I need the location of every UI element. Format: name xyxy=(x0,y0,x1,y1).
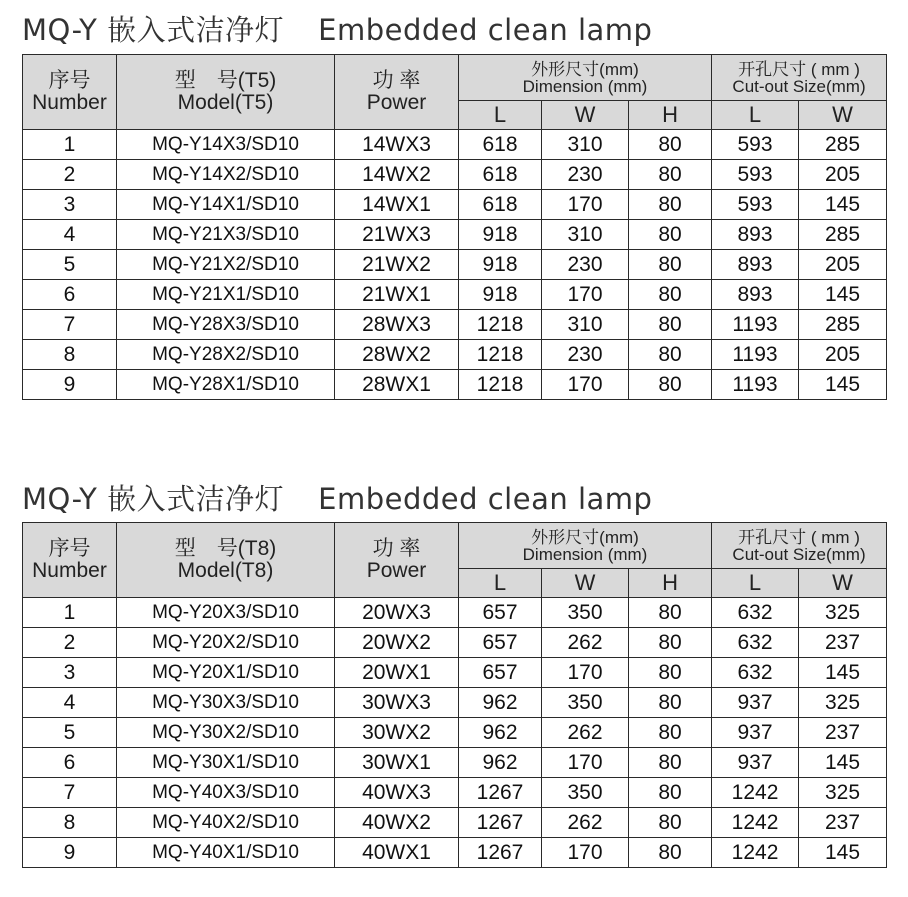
cell-dim-h: 80 xyxy=(629,628,712,658)
cell-dim-w: 310 xyxy=(542,220,629,250)
spec-table-t8 xyxy=(22,522,887,868)
cell-dim-w: 262 xyxy=(542,808,629,838)
section-title-t8 xyxy=(22,477,652,518)
cell-cut-w: 205 xyxy=(799,160,887,190)
cell-dim-h: 80 xyxy=(629,190,712,220)
cell-number: 5 xyxy=(23,250,117,280)
cell-power: 20WX3 xyxy=(335,598,459,628)
table-row xyxy=(23,130,887,160)
cell-power: 28WX2 xyxy=(335,340,459,370)
cell-dim-w: 262 xyxy=(542,718,629,748)
cell-model: MQ-Y20X1/SD10 xyxy=(117,658,335,688)
cell-model: MQ-Y28X1/SD10 xyxy=(117,370,335,400)
cell-power: 30WX3 xyxy=(335,688,459,718)
cell-model: MQ-Y14X3/SD10 xyxy=(117,130,335,160)
table-row xyxy=(23,598,887,628)
cell-dim-h: 80 xyxy=(629,688,712,718)
cell-model: MQ-Y30X1/SD10 xyxy=(117,748,335,778)
table-row xyxy=(23,190,887,220)
header-number: 序号 Number xyxy=(23,55,117,130)
cell-power: 40WX2 xyxy=(335,808,459,838)
cell-dim-l: 918 xyxy=(459,280,542,310)
table-row xyxy=(23,220,887,250)
cell-dim-h: 80 xyxy=(629,340,712,370)
cell-dim-l: 962 xyxy=(459,688,542,718)
cell-dim-w: 350 xyxy=(542,598,629,628)
cell-cut-w: 237 xyxy=(799,718,887,748)
cell-dim-h: 80 xyxy=(629,748,712,778)
cell-dim-l: 618 xyxy=(459,160,542,190)
table-row xyxy=(23,250,887,280)
header-dim-h: H xyxy=(629,569,712,598)
cell-dim-h: 80 xyxy=(629,370,712,400)
cell-power: 40WX1 xyxy=(335,838,459,868)
cell-power: 30WX2 xyxy=(335,718,459,748)
cell-dim-h: 80 xyxy=(629,658,712,688)
cell-cut-l: 893 xyxy=(712,280,799,310)
cell-cut-w: 325 xyxy=(799,778,887,808)
cell-cut-w: 145 xyxy=(799,838,887,868)
cell-dim-w: 310 xyxy=(542,310,629,340)
table-row xyxy=(23,370,887,400)
table-row xyxy=(23,838,887,868)
cell-number: 2 xyxy=(23,160,117,190)
table-row xyxy=(23,340,887,370)
cell-model: MQ-Y21X3/SD10 xyxy=(117,220,335,250)
cell-model: MQ-Y30X2/SD10 xyxy=(117,718,335,748)
cell-cut-w: 325 xyxy=(799,688,887,718)
cell-model: MQ-Y21X2/SD10 xyxy=(117,250,335,280)
cell-dim-l: 1267 xyxy=(459,808,542,838)
header-cutout: 开孔尺寸 ( mm ) Cut-out Size(mm) xyxy=(712,55,887,101)
cell-power: 21WX2 xyxy=(335,250,459,280)
cell-cut-w: 285 xyxy=(799,310,887,340)
cell-cut-l: 1242 xyxy=(712,838,799,868)
cell-dim-h: 80 xyxy=(629,250,712,280)
cell-dim-h: 80 xyxy=(629,160,712,190)
header-cut-w: W xyxy=(799,101,887,130)
cell-dim-l: 918 xyxy=(459,220,542,250)
cell-cut-l: 1242 xyxy=(712,808,799,838)
cell-dim-l: 657 xyxy=(459,598,542,628)
cell-dim-h: 80 xyxy=(629,310,712,340)
table-row xyxy=(23,658,887,688)
cell-cut-w: 145 xyxy=(799,370,887,400)
cell-cut-w: 285 xyxy=(799,130,887,160)
section-title-t5 xyxy=(22,8,652,49)
cell-dim-w: 310 xyxy=(542,130,629,160)
cell-cut-l: 1242 xyxy=(712,778,799,808)
cell-dim-w: 170 xyxy=(542,190,629,220)
header-cutout: 开孔尺寸 ( mm ) Cut-out Size(mm) xyxy=(712,523,887,569)
table-row xyxy=(23,280,887,310)
cell-cut-w: 237 xyxy=(799,628,887,658)
cell-power: 28WX3 xyxy=(335,310,459,340)
table-row xyxy=(23,778,887,808)
cell-number: 1 xyxy=(23,130,117,160)
cell-number: 8 xyxy=(23,808,117,838)
cell-dim-l: 618 xyxy=(459,130,542,160)
cell-power: 40WX3 xyxy=(335,778,459,808)
cell-power: 20WX1 xyxy=(335,658,459,688)
title-en: Embedded clean lamp xyxy=(318,482,653,516)
cell-model: MQ-Y40X3/SD10 xyxy=(117,778,335,808)
header-dim-l: L xyxy=(459,101,542,130)
cell-cut-l: 937 xyxy=(712,718,799,748)
header-dim-h: H xyxy=(629,101,712,130)
cell-model: MQ-Y20X2/SD10 xyxy=(117,628,335,658)
cell-number: 7 xyxy=(23,310,117,340)
cell-dim-w: 350 xyxy=(542,688,629,718)
title-cn: MQ-Y 嵌入式洁净灯 xyxy=(22,13,285,47)
title-cn: MQ-Y 嵌入式洁净灯 xyxy=(22,482,285,516)
cell-dim-l: 1218 xyxy=(459,370,542,400)
cell-cut-w: 285 xyxy=(799,220,887,250)
cell-dim-l: 657 xyxy=(459,628,542,658)
header-power: 功 率 Power xyxy=(335,55,459,130)
header-dimension: 外形尺寸(mm) Dimension (mm) xyxy=(459,523,712,569)
cell-dim-l: 657 xyxy=(459,658,542,688)
cell-model: MQ-Y30X3/SD10 xyxy=(117,688,335,718)
header-dim-l: L xyxy=(459,569,542,598)
cell-power: 28WX1 xyxy=(335,370,459,400)
cell-dim-l: 618 xyxy=(459,190,542,220)
cell-dim-w: 262 xyxy=(542,628,629,658)
cell-model: MQ-Y28X2/SD10 xyxy=(117,340,335,370)
header-dim-w: W xyxy=(542,101,629,130)
header-cut-w: W xyxy=(799,569,887,598)
cell-dim-l: 1267 xyxy=(459,838,542,868)
header-cut-l: L xyxy=(712,569,799,598)
cell-cut-w: 205 xyxy=(799,340,887,370)
cell-dim-w: 350 xyxy=(542,778,629,808)
cell-power: 14WX3 xyxy=(335,130,459,160)
spec-table-t5 xyxy=(22,54,887,400)
cell-dim-w: 230 xyxy=(542,250,629,280)
cell-cut-l: 937 xyxy=(712,748,799,778)
cell-cut-w: 325 xyxy=(799,598,887,628)
header-number: 序号 Number xyxy=(23,523,117,598)
cell-model: MQ-Y14X1/SD10 xyxy=(117,190,335,220)
cell-dim-w: 170 xyxy=(542,280,629,310)
cell-number: 6 xyxy=(23,280,117,310)
cell-dim-l: 1267 xyxy=(459,778,542,808)
header-power: 功 率 Power xyxy=(335,523,459,598)
cell-cut-l: 1193 xyxy=(712,370,799,400)
cell-dim-l: 962 xyxy=(459,718,542,748)
cell-power: 30WX1 xyxy=(335,748,459,778)
cell-number: 6 xyxy=(23,748,117,778)
cell-number: 4 xyxy=(23,688,117,718)
cell-power: 21WX3 xyxy=(335,220,459,250)
cell-dim-l: 918 xyxy=(459,250,542,280)
cell-dim-w: 170 xyxy=(542,838,629,868)
header-model: 型 号(T5) Model(T5) xyxy=(117,55,335,130)
cell-power: 20WX2 xyxy=(335,628,459,658)
table-row xyxy=(23,160,887,190)
cell-number: 7 xyxy=(23,778,117,808)
cell-dim-h: 80 xyxy=(629,838,712,868)
cell-model: MQ-Y21X1/SD10 xyxy=(117,280,335,310)
cell-model: MQ-Y20X3/SD10 xyxy=(117,598,335,628)
table-row xyxy=(23,808,887,838)
cell-number: 3 xyxy=(23,658,117,688)
cell-model: MQ-Y40X1/SD10 xyxy=(117,838,335,868)
cell-dim-l: 1218 xyxy=(459,310,542,340)
cell-model: MQ-Y28X3/SD10 xyxy=(117,310,335,340)
cell-cut-l: 1193 xyxy=(712,340,799,370)
cell-model: MQ-Y40X2/SD10 xyxy=(117,808,335,838)
cell-dim-h: 80 xyxy=(629,280,712,310)
cell-cut-l: 893 xyxy=(712,250,799,280)
cell-cut-w: 145 xyxy=(799,658,887,688)
table-body-t8 xyxy=(23,598,887,868)
cell-number: 2 xyxy=(23,628,117,658)
title-en: Embedded clean lamp xyxy=(318,13,653,47)
header-cut-l: L xyxy=(712,101,799,130)
cell-number: 9 xyxy=(23,838,117,868)
cell-cut-l: 593 xyxy=(712,130,799,160)
cell-model: MQ-Y14X2/SD10 xyxy=(117,160,335,190)
cell-number: 8 xyxy=(23,340,117,370)
cell-dim-h: 80 xyxy=(629,598,712,628)
table-row xyxy=(23,628,887,658)
table-row xyxy=(23,718,887,748)
header-model: 型 号(T8) Model(T8) xyxy=(117,523,335,598)
table-row xyxy=(23,688,887,718)
header-dim-w: W xyxy=(542,569,629,598)
cell-power: 21WX1 xyxy=(335,280,459,310)
cell-number: 9 xyxy=(23,370,117,400)
cell-cut-w: 205 xyxy=(799,250,887,280)
cell-dim-w: 170 xyxy=(542,658,629,688)
cell-dim-l: 1218 xyxy=(459,340,542,370)
cell-number: 5 xyxy=(23,718,117,748)
cell-cut-l: 937 xyxy=(712,688,799,718)
cell-cut-l: 893 xyxy=(712,220,799,250)
cell-dim-l: 962 xyxy=(459,748,542,778)
cell-cut-l: 593 xyxy=(712,160,799,190)
cell-cut-l: 632 xyxy=(712,598,799,628)
cell-dim-h: 80 xyxy=(629,718,712,748)
table-row xyxy=(23,748,887,778)
table-row xyxy=(23,310,887,340)
cell-cut-w: 237 xyxy=(799,808,887,838)
cell-cut-w: 145 xyxy=(799,748,887,778)
table-body-t5 xyxy=(23,130,887,400)
cell-dim-h: 80 xyxy=(629,778,712,808)
header-dimension: 外形尺寸(mm) Dimension (mm) xyxy=(459,55,712,101)
cell-cut-l: 593 xyxy=(712,190,799,220)
cell-dim-w: 230 xyxy=(542,340,629,370)
cell-dim-w: 170 xyxy=(542,370,629,400)
cell-dim-h: 80 xyxy=(629,808,712,838)
cell-dim-w: 170 xyxy=(542,748,629,778)
cell-cut-w: 145 xyxy=(799,280,887,310)
cell-cut-l: 632 xyxy=(712,628,799,658)
cell-dim-w: 230 xyxy=(542,160,629,190)
cell-cut-l: 632 xyxy=(712,658,799,688)
cell-number: 4 xyxy=(23,220,117,250)
cell-dim-h: 80 xyxy=(629,220,712,250)
cell-dim-h: 80 xyxy=(629,130,712,160)
cell-cut-l: 1193 xyxy=(712,310,799,340)
cell-number: 3 xyxy=(23,190,117,220)
cell-power: 14WX1 xyxy=(335,190,459,220)
cell-number: 1 xyxy=(23,598,117,628)
cell-cut-w: 145 xyxy=(799,190,887,220)
cell-power: 14WX2 xyxy=(335,160,459,190)
